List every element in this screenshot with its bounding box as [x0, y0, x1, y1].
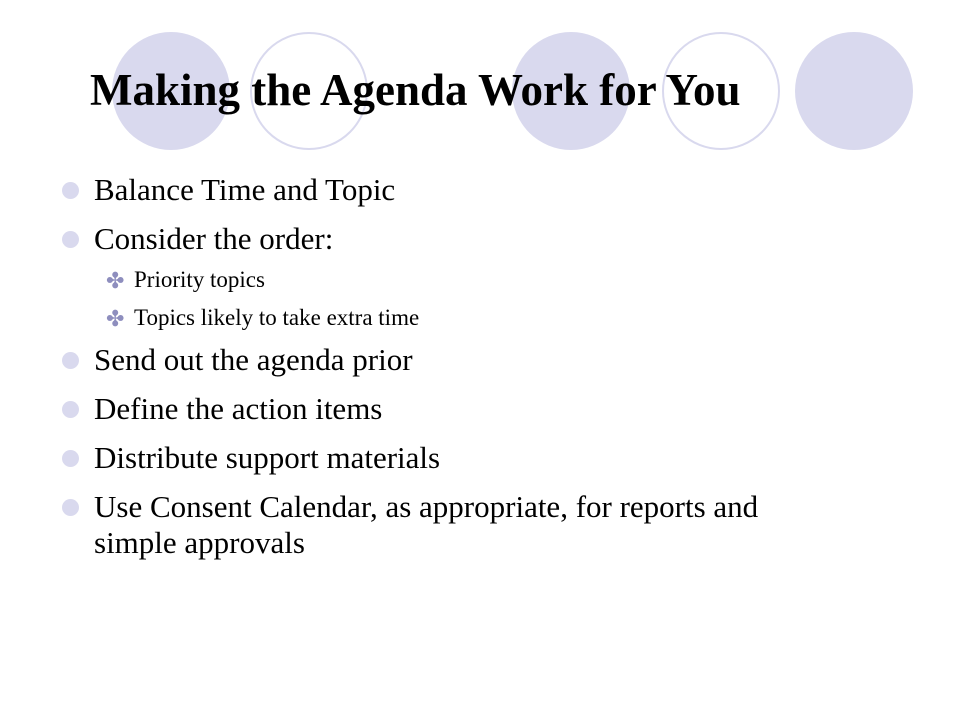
sub-bullet-text: Topics likely to take extra time — [134, 305, 420, 330]
sub-bullet-marker-icon: ✤ — [106, 306, 125, 331]
bullet-text: Use Consent Calendar, as appropriate, for reports and simple approvals — [94, 489, 759, 560]
sub-bullet-text: Priority topics — [134, 267, 265, 292]
bullet-dot-icon — [62, 352, 79, 369]
bullet-item — [62, 172, 922, 208]
bullet-dot-icon — [62, 450, 79, 467]
decor-circle — [795, 32, 913, 150]
bullet-dot-icon — [62, 401, 79, 418]
bullet-text: Define the action items — [94, 391, 383, 426]
bullet-item — [62, 221, 922, 257]
bullet-dot-icon — [62, 231, 79, 248]
bullet-item — [62, 342, 922, 378]
sub-bullet-item — [62, 266, 922, 294]
bullet-text: Distribute support materials — [94, 440, 441, 475]
bullet-item — [62, 391, 922, 427]
slide-content — [62, 172, 922, 574]
bullet-text: Balance Time and Topic — [94, 172, 396, 207]
sub-bullet-list — [62, 266, 922, 332]
bullet-item — [62, 440, 922, 476]
sub-bullet-item — [62, 304, 922, 332]
slide-title: Making the Agenda Work for You — [90, 65, 741, 115]
bullet-dot-icon — [62, 499, 79, 516]
bullet-item — [62, 489, 794, 561]
sub-bullet-marker-icon: ✤ — [106, 268, 125, 293]
bullet-dot-icon — [62, 182, 79, 199]
bullet-text: Send out the agenda prior — [94, 342, 413, 377]
bullet-text: Consider the order: — [94, 221, 334, 256]
